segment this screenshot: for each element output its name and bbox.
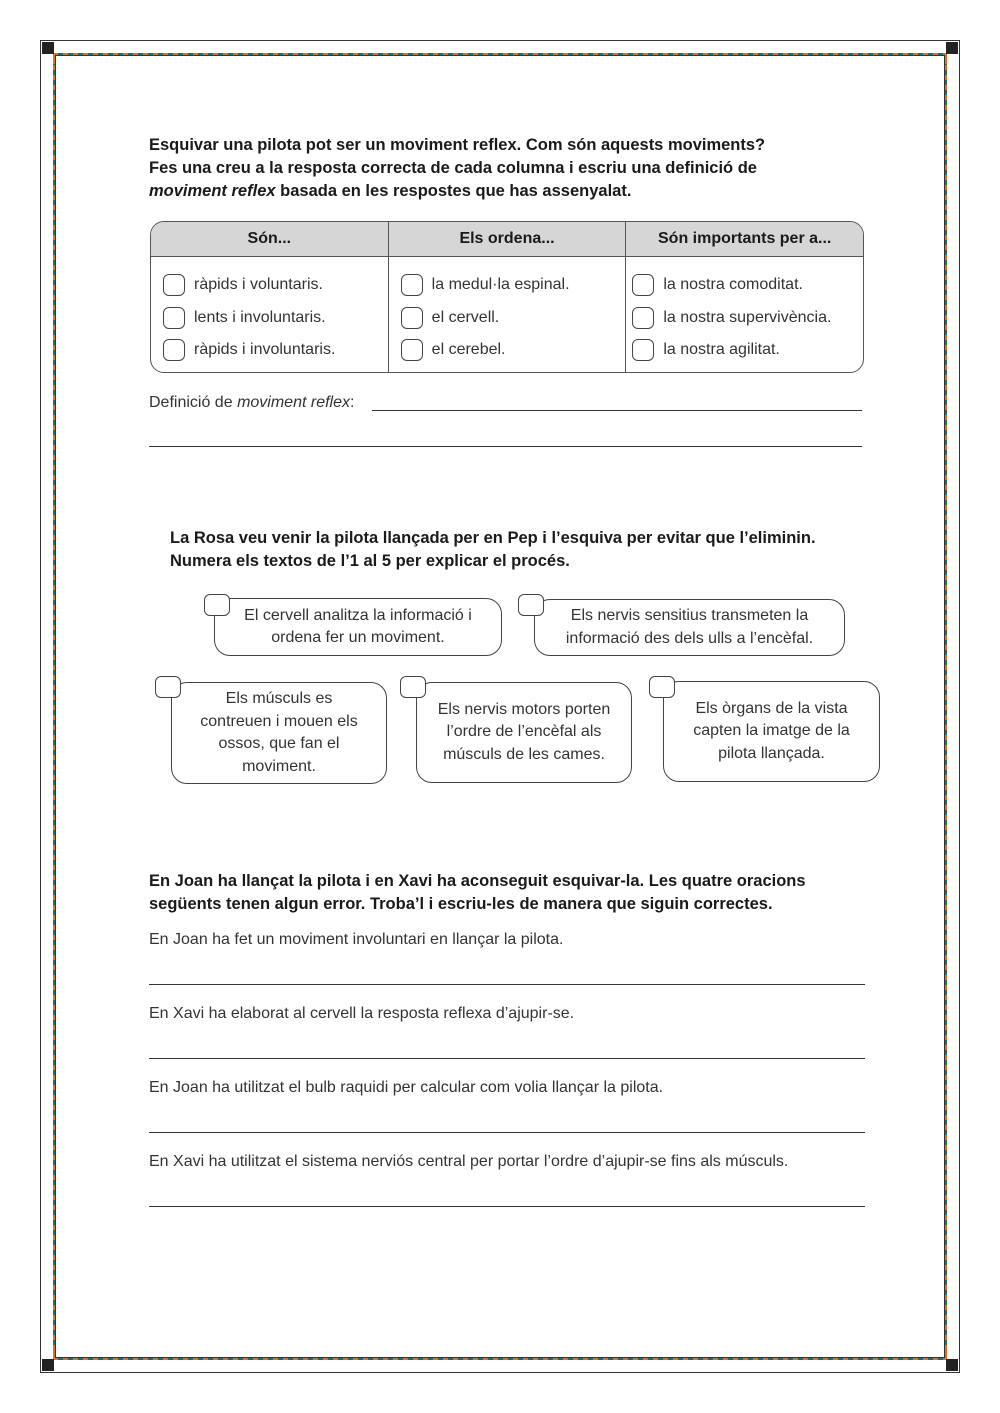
corner-ornament-top-left <box>42 42 54 54</box>
option-row <box>163 334 388 367</box>
exercise2-line-2: Numera els textos de l’1 al 5 per explicar el procés. <box>170 552 570 570</box>
option-label: el cervell. <box>431 308 500 326</box>
exercise2-line-1: La Rosa veu venir la pilota llançada per en Pep i l’esquiva per evitar que l’eliminin. <box>170 529 816 547</box>
corner-ornament-bottom-left <box>42 1359 54 1371</box>
checkbox[interactable] <box>163 307 185 329</box>
exercise2-instructions <box>170 527 890 573</box>
bubble-text: El cervell analitza la informació i ordena fer un moviment. <box>244 606 472 646</box>
option-row <box>163 269 388 302</box>
definition-label-text: Definició de <box>149 394 233 411</box>
option-label: la nostra agilitat. <box>663 341 780 359</box>
process-step-bubble <box>534 599 845 656</box>
exercise3-line-1: En Joan ha llançat la pilota i en Xavi ha aconseguit esquivar-la. Les quatre oracions <box>149 872 806 890</box>
option-label: la nostra supervivència. <box>663 308 832 326</box>
checkbox[interactable] <box>632 339 654 361</box>
error-sentence: En Joan ha fet un moviment involuntari en llançar la pilota. <box>149 931 564 948</box>
bubble-text: Els músculs es contreuen i mouen els ossos, que fan el moviment. <box>200 690 358 775</box>
exercise1-line-1: Esquivar una pilota pot ser un moviment reflex. Com són aquests moviments? <box>149 136 766 154</box>
option-row <box>401 302 626 335</box>
exercise3-instructions <box>149 870 889 916</box>
column-header: Són... <box>151 222 388 257</box>
bubble-text: Els nervis sensitius transmeten la informació des dels ulls a l’encèfal. <box>565 607 814 647</box>
number-box[interactable] <box>400 676 426 698</box>
corner-ornament-bottom-right <box>946 1359 958 1371</box>
option-row <box>163 302 388 335</box>
option-label: la medul·la espinal. <box>431 276 570 294</box>
option-row <box>632 334 863 367</box>
column-header: Són importants per a... <box>626 222 863 257</box>
error-sentence: En Joan ha utilitzat el bulb raquidi per calcular com volia llançar la pilota. <box>149 1079 664 1096</box>
checkbox[interactable] <box>401 307 423 329</box>
definition-answer-line-1[interactable] <box>372 410 862 411</box>
exercise1-term: moviment reflex <box>149 182 276 200</box>
process-step-bubble <box>214 598 502 656</box>
process-step-bubble <box>171 682 387 784</box>
option-row <box>401 269 626 302</box>
checkbox[interactable] <box>401 274 423 296</box>
exercise1-instructions <box>149 134 869 203</box>
option-label: ràpids i involuntaris. <box>194 341 336 359</box>
column-header: Els ordena... <box>389 222 626 257</box>
checkbox[interactable] <box>163 339 185 361</box>
definition-answer-line-2[interactable] <box>149 446 862 447</box>
corner-ornament-top-right <box>946 42 958 54</box>
checkbox[interactable] <box>163 274 185 296</box>
column-son <box>151 222 389 372</box>
error-sentence: En Xavi ha utilitzat el sistema nerviós central per portar l’ordre d’ajupir-se fins als músculs. <box>149 1153 789 1170</box>
checkbox[interactable] <box>632 307 654 329</box>
exercise1-line-3: basada en les respostes que has assenyalat. <box>280 182 632 200</box>
answer-line[interactable] <box>149 1206 865 1207</box>
column-els-ordena <box>389 222 627 372</box>
option-row <box>632 302 863 335</box>
number-box[interactable] <box>649 676 675 698</box>
definition-colon: : <box>349 394 355 411</box>
answer-line[interactable] <box>149 1132 865 1133</box>
option-label: la nostra comoditat. <box>663 276 803 294</box>
option-label: lents i involuntaris. <box>194 308 326 326</box>
exercise3-line-2: següents tenen algun error. Troba’l i escriu-les de manera que siguin correctes. <box>149 895 773 913</box>
column-son-importants <box>626 222 863 372</box>
bubble-text: Els nervis motors porten l’ordre de l’encèfal als músculs de les cames. <box>437 700 611 763</box>
option-row <box>401 334 626 367</box>
answer-line[interactable] <box>149 1058 865 1059</box>
option-row <box>632 269 863 302</box>
process-step-bubble <box>663 681 880 782</box>
number-box[interactable] <box>155 676 181 698</box>
number-box[interactable] <box>518 594 544 616</box>
reflex-options-table <box>150 221 864 373</box>
definition-term: moviment reflex <box>237 394 350 411</box>
option-label: el cerebel. <box>431 341 506 359</box>
bubble-text: Els òrgans de la vista capten la imatge de la pilota llançada. <box>693 699 850 762</box>
option-label: ràpids i voluntaris. <box>194 276 323 294</box>
checkbox[interactable] <box>632 274 654 296</box>
definition-label <box>149 394 354 412</box>
checkbox[interactable] <box>401 339 423 361</box>
answer-line[interactable] <box>149 984 865 985</box>
error-sentence: En Xavi ha elaborat al cervell la resposta reflexa d’ajupir-se. <box>149 1005 575 1022</box>
exercise1-line-2: Fes una creu a la resposta correcta de cada columna i escriu una definició de <box>149 159 757 177</box>
process-step-bubble <box>416 682 632 783</box>
number-box[interactable] <box>204 594 230 616</box>
